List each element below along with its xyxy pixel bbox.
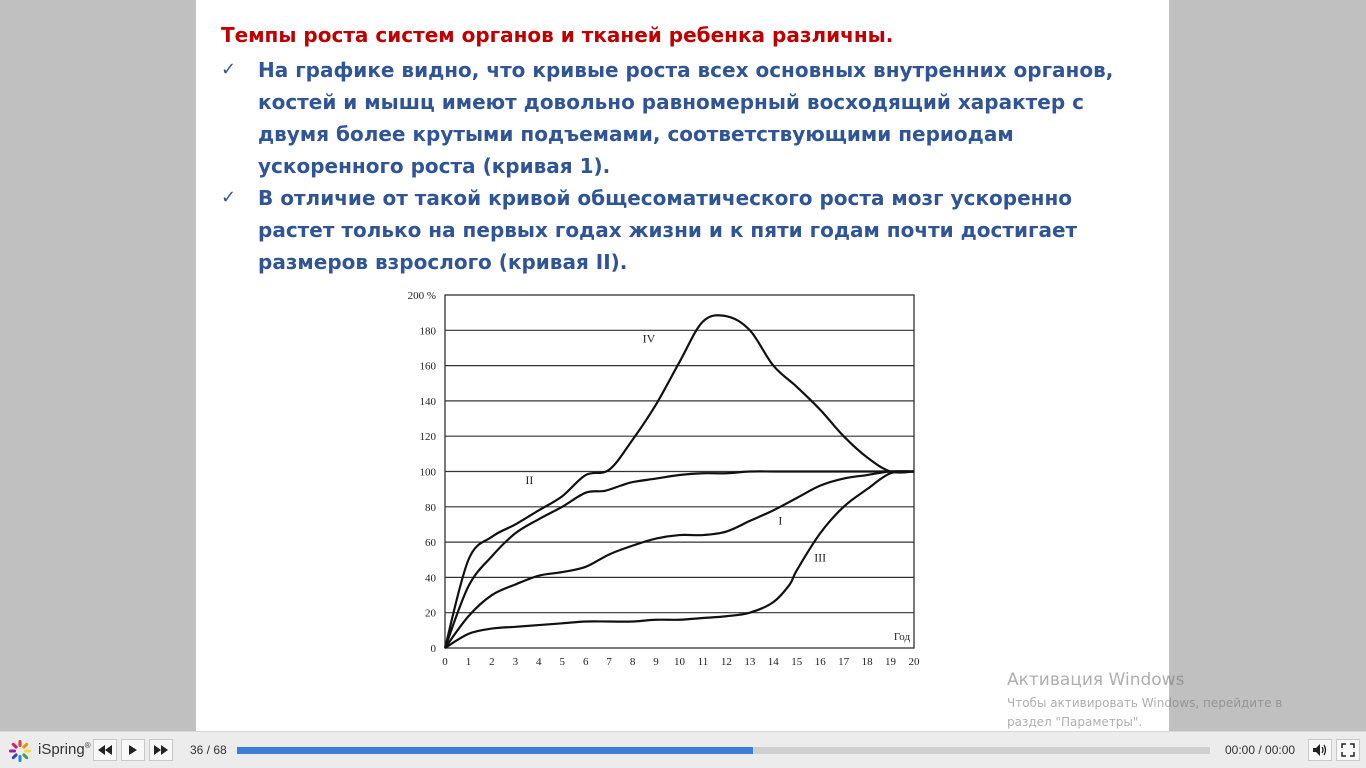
x-tick-label: 4 bbox=[536, 656, 542, 668]
player-toolbar bbox=[0, 731, 1366, 768]
fullscreen-button[interactable] bbox=[1336, 739, 1360, 761]
watermark-title: Активация Windows bbox=[1007, 670, 1185, 690]
x-tick-label: 8 bbox=[629, 656, 636, 668]
time-label: 00:00 / 00:00 bbox=[1225, 743, 1296, 757]
x-tick-label: 6 bbox=[582, 656, 589, 668]
x-tick-label: 12 bbox=[720, 656, 732, 668]
x-tick-label: 2 bbox=[489, 656, 495, 668]
ispring-flower-icon bbox=[8, 739, 32, 763]
series-line-II bbox=[445, 471, 914, 648]
x-tick-label: 13 bbox=[744, 656, 756, 668]
checkmark-icon: ✓ bbox=[221, 187, 237, 208]
checkmark-icon: ✓ bbox=[221, 59, 237, 80]
fullscreen-icon bbox=[1342, 744, 1354, 756]
x-tick-label: 11 bbox=[697, 656, 709, 668]
x-tick-label: 3 bbox=[512, 656, 519, 668]
progress-bar[interactable] bbox=[237, 747, 1210, 754]
x-tick-label: 9 bbox=[653, 656, 659, 668]
progress-fill bbox=[237, 747, 753, 754]
y-tick-label: 60 bbox=[425, 537, 436, 550]
x-tick-label: 19 bbox=[885, 656, 897, 668]
x-tick-label: 20 bbox=[908, 656, 920, 668]
play-button[interactable] bbox=[121, 739, 145, 761]
bullet-text: В отличие от такой кривой общесоматического роста мозг ускоренно растет только на первых годах жизни и к пяти годам почти достигает размеров взрослого (кривая II). bbox=[258, 186, 1078, 274]
series-line-III bbox=[445, 471, 914, 648]
x-tick-label: 0 bbox=[442, 656, 448, 668]
y-tick-label: 160 bbox=[419, 360, 436, 373]
rewind-icon bbox=[98, 745, 112, 755]
fast-forward-icon bbox=[154, 745, 168, 755]
watermark-line: раздел "Параметры". bbox=[1007, 715, 1143, 729]
bullet-text: На графике видно, что кривые роста всех основных внутренних органов, костей и мышц имеют довольно равномерный восходящий характер с двумя более крутыми подъемами, соответствующими периодам ускоренного роста (кривая 1). bbox=[258, 58, 1114, 178]
slide-canvas bbox=[196, 0, 1169, 731]
y-tick-label: 100 bbox=[419, 466, 436, 479]
series-line-I bbox=[445, 471, 914, 648]
previous-slide-button[interactable] bbox=[93, 739, 117, 761]
next-slide-button[interactable] bbox=[149, 739, 173, 761]
x-tick-label: 10 bbox=[674, 656, 685, 668]
curve-label-IV: IV bbox=[642, 331, 656, 346]
y-tick-label: 140 bbox=[419, 395, 436, 408]
bullet-item bbox=[221, 182, 1131, 278]
volume-button[interactable] bbox=[1308, 739, 1332, 761]
curve-label-I: I bbox=[778, 513, 783, 528]
windows-activation-watermark bbox=[1007, 670, 1282, 732]
y-tick-label: 180 bbox=[419, 325, 436, 338]
slide-title: Темпы роста систем органов и тканей ребенка различны. bbox=[221, 23, 894, 47]
bullet-item bbox=[221, 54, 1131, 182]
curve-label-III: III bbox=[814, 550, 827, 565]
y-tick-label: 20 bbox=[425, 607, 436, 620]
x-tick-label: 15 bbox=[791, 656, 803, 668]
slide-counter: 36 / 68 bbox=[190, 743, 227, 757]
y-tick-label: 200 % bbox=[407, 290, 436, 302]
x-tick-label: 5 bbox=[559, 656, 565, 668]
x-tick-label: 17 bbox=[838, 656, 850, 668]
speaker-icon bbox=[1313, 744, 1327, 756]
registered-mark: ® bbox=[84, 741, 91, 750]
ispring-logo bbox=[8, 739, 90, 761]
play-icon bbox=[128, 745, 138, 755]
watermark-line: Чтобы активировать Windows, перейдите в bbox=[1007, 696, 1283, 710]
x-tick-label: 16 bbox=[814, 656, 826, 668]
growth-chart bbox=[407, 285, 976, 685]
x-tick-label: 7 bbox=[606, 656, 612, 668]
x-tick-label: 14 bbox=[767, 656, 779, 668]
x-tick-label: 18 bbox=[861, 656, 873, 668]
y-tick-label: 40 bbox=[425, 572, 436, 585]
x-tick-label: 1 bbox=[465, 656, 472, 668]
y-tick-label: 80 bbox=[425, 501, 436, 514]
curve-label-II: II bbox=[525, 472, 534, 487]
y-tick-label: 0 bbox=[430, 643, 436, 655]
logo-text: iSpring bbox=[38, 741, 85, 758]
x-axis-label: Год bbox=[893, 631, 911, 643]
y-tick-label: 120 bbox=[419, 431, 436, 444]
